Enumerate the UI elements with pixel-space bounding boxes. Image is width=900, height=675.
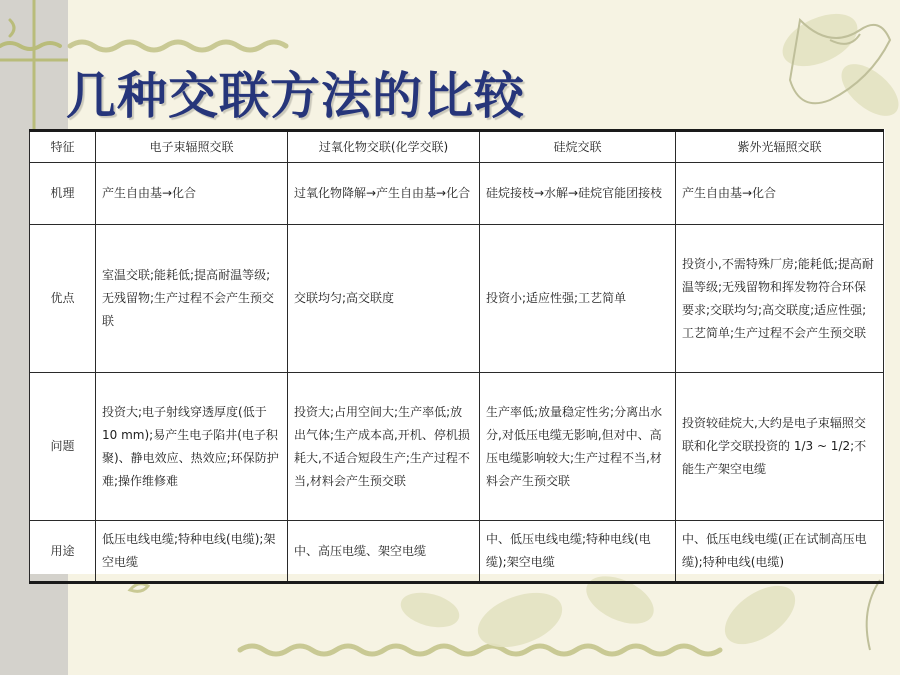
table-cell: 室温交联;能耗低;提高耐温等级;无残留物;生产过程不会产生预交联 — [96, 225, 288, 373]
table-header-cell: 硅烷交联 — [480, 131, 676, 163]
row-label: 问题 — [30, 373, 96, 521]
table-cell: 产生自由基→化合 — [676, 163, 884, 225]
table-header-cell: 特征 — [30, 131, 96, 163]
comparison-table-container — [29, 129, 891, 574]
table-cell: 生产率低;放量稳定性劣;分离出水分,对低压电缆无影响,但对中、高压电缆影响较大;生产过程不当,材料会产生预交联 — [480, 373, 676, 521]
table-cell: 投资大;占用空间大;生产率低;放出气体;生产成本高,开机、停机损耗大,不适合短段生产;生产过程不当,材料会产生预交联 — [288, 373, 480, 521]
table-cell: 中、高压电缆、架空电缆 — [288, 521, 480, 583]
comparison-table — [29, 129, 884, 584]
row-label: 用途 — [30, 521, 96, 583]
row-label: 机理 — [30, 163, 96, 225]
table-row-uses — [30, 521, 884, 583]
table-cell: 中、低压电线电缆;特种电线(电缆);架空电缆 — [480, 521, 676, 583]
table-header-cell: 紫外光辐照交联 — [676, 131, 884, 163]
table-cell: 产生自由基→化合 — [96, 163, 288, 225]
table-row-problems — [30, 373, 884, 521]
row-label: 优点 — [30, 225, 96, 373]
table-row-mechanism — [30, 163, 884, 225]
table-header-row — [30, 131, 884, 163]
table-header-cell: 过氧化物交联(化学交联) — [288, 131, 480, 163]
table-cell: 投资较硅烷大,大约是电子束辐照交联和化学交联投资的 1/3 ~ 1/2;不能生产架空电缆 — [676, 373, 884, 521]
table-cell: 投资小;适应性强;工艺简单 — [480, 225, 676, 373]
table-header-cell: 电子束辐照交联 — [96, 131, 288, 163]
table-cell: 交联均匀;高交联度 — [288, 225, 480, 373]
table-cell: 过氧化物降解→产生自由基→化合 — [288, 163, 480, 225]
table-cell: 中、低压电线电缆(正在试制高压电缆);特种电线(电缆) — [676, 521, 884, 583]
table-cell: 投资大;电子射线穿透厚度(低于 10 mm);易产生电子陷井(电子积聚)、静电效应、热效应;环保防护难;操作维修难 — [96, 373, 288, 521]
table-cell: 低压电线电缆;特种电线(电缆);架空电缆 — [96, 521, 288, 583]
table-cell: 投资小,不需特殊厂房;能耗低;提高耐温等级;无残留物和挥发物符合环保要求;交联均匀;高交联度;适应性强;工艺简单;生产过程不会产生预交联 — [676, 225, 884, 373]
slide-title: 几种交联方法的比较 — [66, 67, 525, 125]
table-cell: 硅烷接枝→水解→硅烷官能团接枝 — [480, 163, 676, 225]
table-row-advantages — [30, 225, 884, 373]
